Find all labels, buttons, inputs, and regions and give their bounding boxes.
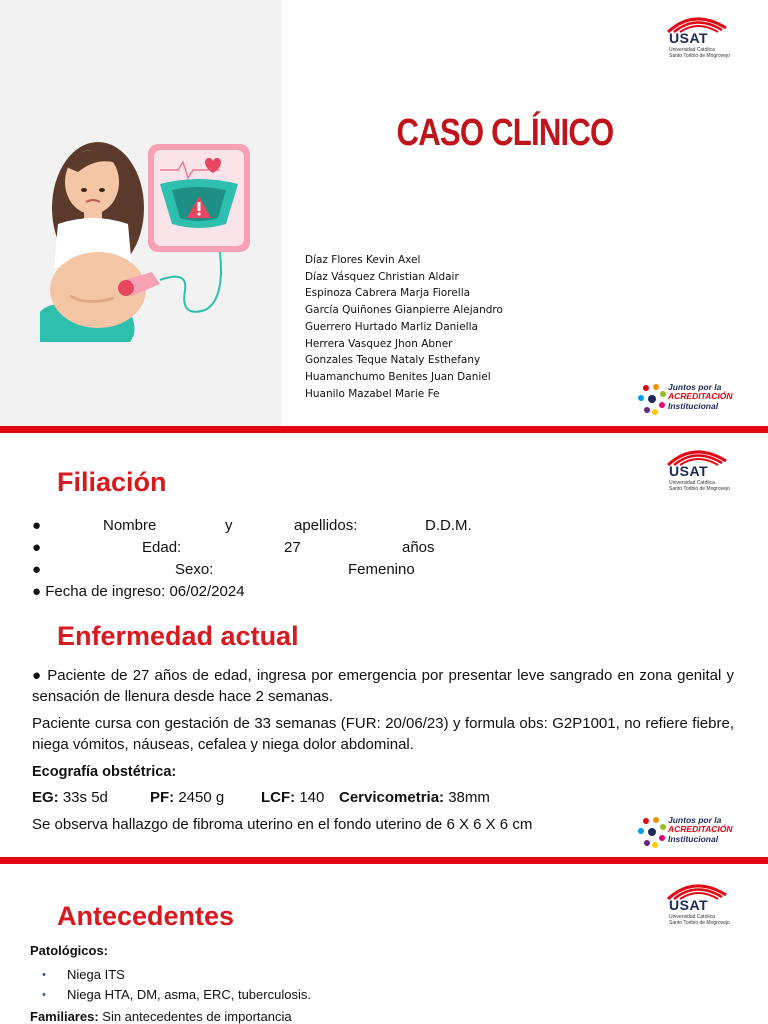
- list-item: Espinoza Cabrera Marja Fiorella: [305, 287, 471, 300]
- field-label: Sexo:: [175, 561, 214, 578]
- usat-line1: Universidad Católica: [669, 47, 715, 53]
- pregnant-ultrasound-illustration: [20, 120, 260, 350]
- slide-divider: [0, 857, 768, 864]
- usat-line2: Santo Toribio de Mogrovejo: [669, 53, 730, 59]
- usat-line1: Universidad Católica: [669, 914, 715, 920]
- usat-subtitle: [669, 480, 730, 492]
- list-item: Gonzales Teque Nataly Esthefany: [305, 354, 481, 367]
- usat-logo-icon: [664, 879, 734, 931]
- eg-value: 33s 5d: [58, 789, 108, 806]
- patologicos-title: Patológicos:: [30, 943, 109, 958]
- bullet-icon: ●: [32, 561, 42, 578]
- familiares-label: Familiares:: [30, 1009, 99, 1024]
- usat-subtitle: [669, 914, 730, 926]
- list-item-text: Niega HTA, DM, asma, ERC, tuberculosis.: [67, 987, 311, 1002]
- cervi-label: Cervicometria:: [339, 789, 445, 806]
- list-item: Huamanchumo Benites Juan Daniel: [305, 370, 491, 383]
- usat-line2: Santo Toribio de Mogrovejo: [669, 486, 730, 492]
- slide-antecedentes: [0, 865, 768, 1024]
- slide-title: [0, 0, 768, 426]
- bullet-icon: ●: [32, 539, 42, 556]
- juntos-line2: ACREDITACIÓN: [668, 391, 733, 402]
- lcf-value: 140: [295, 789, 325, 806]
- usat-line1: Universidad Católica: [669, 480, 715, 486]
- juntos-line2: ACREDITACIÓN: [668, 824, 733, 835]
- field-value: D.D.M.: [425, 517, 472, 534]
- list-item: Díaz Flores Kevin Axel: [305, 254, 421, 266]
- fibroma-text: Se observa hallazgo de fibroma uterino en el fondo uterino de 6 X 6 X 6 cm: [32, 816, 533, 833]
- field-label: Nombre: [103, 517, 157, 534]
- juntos-line3: Institucional: [668, 400, 719, 411]
- paragraph: ● Paciente de 27 años de edad, ingresa por emergencia por presentar leve sangrado en zona genital y sensación de llenura desde hace 2 semanas.: [32, 667, 734, 705]
- field-value: Femenino: [348, 561, 415, 578]
- field-value: años: [402, 539, 435, 556]
- list-item: García Quiñones Gianpierre Alejandro: [305, 304, 503, 317]
- familiares-value: Sin antecedentes de importancia: [98, 1009, 292, 1024]
- juntos-line1: Juntos por la: [668, 382, 722, 392]
- slide-filiacion: [0, 433, 768, 857]
- usat-logo-icon: [664, 12, 734, 64]
- list-item: Herrera Vasquez Jhon Abner: [305, 337, 453, 350]
- familiares-line: [30, 1009, 292, 1024]
- field-label: apellidos:: [294, 517, 358, 534]
- section-title-antecedentes: Antecedentes: [57, 901, 235, 931]
- patologicos-list: [42, 965, 311, 1005]
- section-title-filiacion: Filiación: [57, 467, 167, 497]
- eg-label: EG:: [32, 789, 59, 806]
- lcf-label: LCF:: [261, 789, 296, 806]
- list-item: Huanilo Mazabel Marie Fe: [305, 387, 440, 400]
- list-item: Díaz Vásquez Christian Aldair: [305, 270, 459, 283]
- usat-name: USAT: [669, 897, 709, 913]
- usat-name: USAT: [669, 463, 709, 479]
- field-value: 27: [284, 539, 301, 556]
- bullet-icon: ●: [32, 517, 42, 534]
- juntos-line3: Institucional: [668, 833, 719, 844]
- list-item-text: Niega ITS: [67, 967, 125, 982]
- acreditacion-logo-icon: [636, 382, 736, 416]
- field-label: y: [225, 517, 233, 534]
- paragraph: Paciente cursa con gestación de 33 semanas (FUR: 20/06/23) y formula obs: G2P1001, no refiere fiebre, niega vómitos, náuseas, cefalea y niega dolor abdominal.: [32, 715, 734, 753]
- acreditacion-text: [668, 383, 733, 411]
- slide-divider: [0, 426, 768, 433]
- usat-logo-icon: [664, 445, 734, 497]
- list-item: [42, 985, 311, 1005]
- list-item: [42, 965, 311, 985]
- cervi-value: 38mm: [444, 789, 490, 806]
- usat-subtitle: [669, 47, 730, 59]
- author-list: [305, 252, 503, 402]
- acreditacion-text: [668, 816, 733, 844]
- illustration-panel: [0, 0, 281, 426]
- field-fecha-text: ● Fecha de ingreso: 06/02/2024: [32, 583, 245, 600]
- eco-title: Ecografía obstétrica:: [32, 764, 177, 780]
- bullet-icon: •: [42, 969, 46, 981]
- section-title-enfermedad: Enfermedad actual: [57, 621, 299, 651]
- page-title: CASO CLÍNICO: [396, 112, 614, 154]
- usat-name: USAT: [669, 30, 709, 46]
- bullet-icon: •: [42, 989, 46, 1001]
- field-label: Edad:: [142, 539, 182, 556]
- pf-label: PF:: [150, 789, 175, 806]
- usat-line2: Santo Toribio de Mogrovejo: [669, 920, 730, 926]
- acreditacion-logo-icon: [636, 815, 736, 849]
- list-item: Guerrero Hurtado Marliz Daniella: [305, 320, 478, 333]
- pf-value: 2450 g: [174, 789, 225, 806]
- juntos-line1: Juntos por la: [668, 815, 722, 825]
